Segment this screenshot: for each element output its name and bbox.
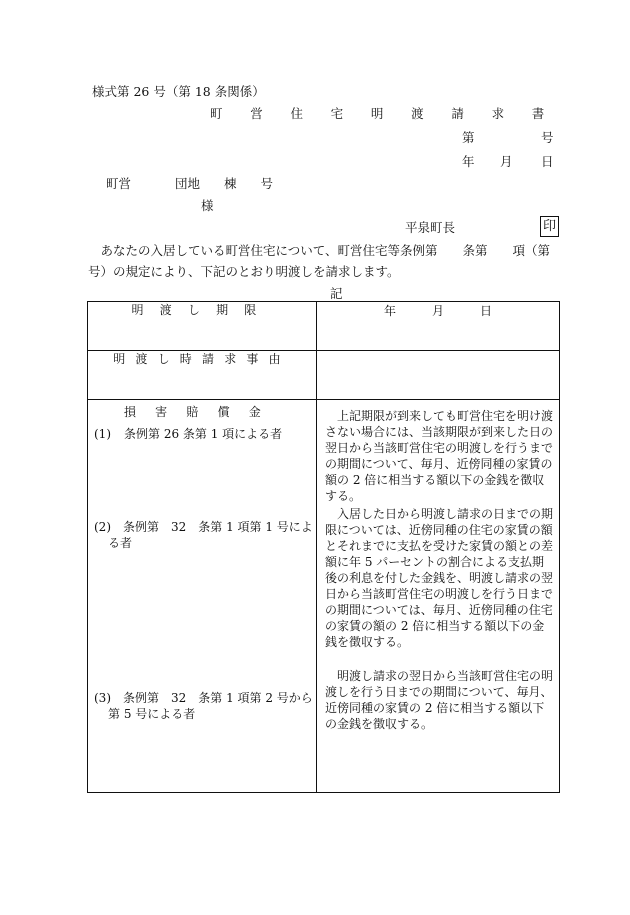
damages-label: 損害賠償金 (123, 405, 280, 419)
item-2 (88, 519, 316, 551)
date-month: 月 (500, 154, 513, 169)
damages-description-cell (317, 400, 560, 793)
deadline-label: 明渡し期限 (131, 303, 273, 317)
table-row (88, 351, 560, 400)
deadline-label-cell (88, 302, 317, 351)
reason-label: 明渡し時請求事由 (113, 352, 291, 366)
seal-box: 印 (540, 216, 559, 237)
date-day: 日 (541, 154, 554, 169)
request-text: あなたの入居している町営住宅について、町営住宅等条例第 条第 項（第 号）の規定により、下記のとおり明渡しを請求します。 (88, 243, 576, 279)
item-2-text: 条例第 32 条第 1 項第 1 号による者 (108, 520, 313, 550)
issuer-title: 平泉町長 (405, 220, 456, 235)
table-row (88, 400, 560, 793)
addressee-building: 棟 (224, 176, 237, 191)
addressee-room: 号 (260, 176, 274, 191)
deadline-value-cell (317, 302, 560, 351)
addressee-town: 町営 (106, 176, 132, 191)
description-2: 入居した日から明渡し請求の日までの期限については、近傍同種の住宅の家賃の額とそれまでに支払を受けた家賃の額との差額に年 5 パーセントの割合による支払期後の利息を付した金銭を、明渡し請求の翌日から当該町営住宅の明渡しを行う日までの期間については、毎月、近傍同種の住宅の家賃の額の 2 倍に相当する額以下の金銭を徴収する。 (325, 507, 554, 649)
reason-label-cell (88, 351, 317, 400)
item-3-text: 条例第 32 条第 1 項第 2 号から第 5 号による者 (108, 691, 313, 721)
description-3: 明渡し請求の翌日から当該町営住宅の明渡しを行う日までの期間について、毎月、近傍同種の家賃の 2 倍に相当する額以下の金銭を徴収する。 (325, 669, 554, 731)
number-prefix: 第 (462, 130, 475, 145)
item-1-text: 条例第 26 条第 1 項による者 (124, 427, 283, 441)
details-table (87, 301, 560, 793)
deadline-month: 月 (431, 304, 444, 318)
item-1-number: (1) (94, 427, 111, 441)
number-suffix: 号 (541, 130, 554, 145)
item-3 (88, 690, 316, 722)
addressee-line (106, 176, 299, 192)
date-year: 年 (462, 154, 475, 169)
reason-value-cell (317, 351, 560, 400)
item-3-number: (3) (94, 691, 111, 705)
item-2-number: (2) (94, 520, 111, 534)
damages-label-cell (88, 400, 317, 793)
description-1: 上記期限が到来しても町営住宅を明け渡さない場合には、当該期限が到来した日の翌日から当該町営住宅の明渡しを行うまでの期間について、毎月、近傍同種の家賃の額の 2 倍に相当する額以下の金銭を徴収する。 (325, 409, 554, 503)
addressee-honorific: 様 (201, 198, 214, 213)
deadline-year: 年 (383, 304, 396, 318)
form-number: 様式第 26 号（第 18 条関係） (92, 84, 265, 99)
addressee-complex: 団地 (175, 176, 201, 191)
item-1 (88, 426, 316, 442)
document-title: 町 営 住 宅 明 渡 請 求 書 (210, 106, 557, 121)
deadline-day: 日 (480, 304, 493, 318)
table-row (88, 302, 560, 351)
ki-label: 記 (330, 286, 343, 301)
